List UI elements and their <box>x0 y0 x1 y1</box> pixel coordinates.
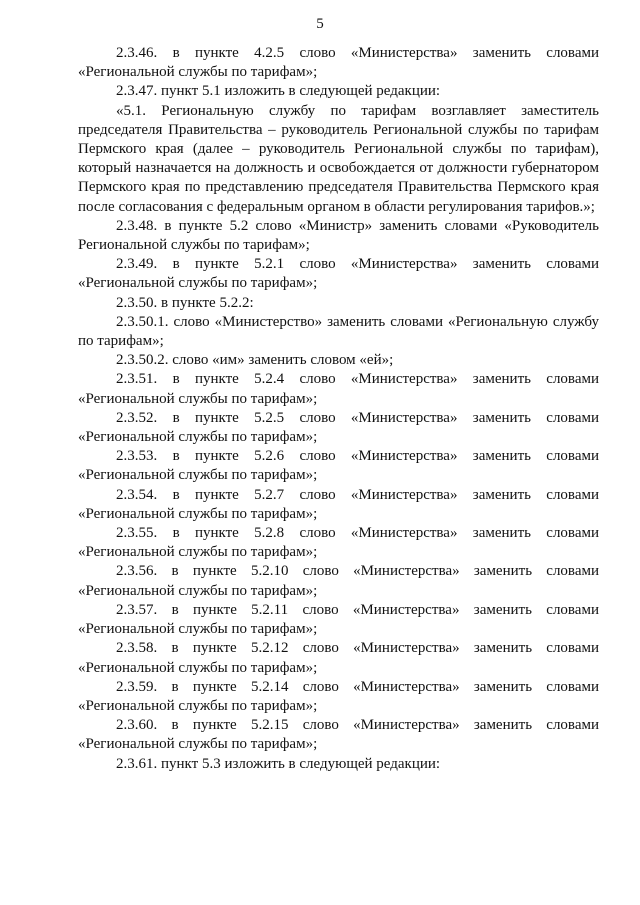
paragraph-2-3-54: 2.3.54. в пункте 5.2.7 слово «Министерства» заменить словами «Региональной службы по тарифам»; <box>78 486 599 522</box>
page-number: 5 <box>316 16 324 32</box>
paragraph-2-3-51: 2.3.51. в пункте 5.2.4 слово «Министерства» заменить словами «Региональной службы по тарифам»; <box>78 371 599 407</box>
paragraph-2-3-48: 2.3.48. в пункте 5.2 слово «Министр» заменить словами «Руководитель Региональной службы по тарифам»; <box>78 217 599 254</box>
document-body <box>78 44 599 774</box>
paragraph-2-3-49: 2.3.49. в пункте 5.2.1 слово «Министерства» заменить словами «Региональной службы по тарифам»; <box>78 256 599 292</box>
paragraph-2-3-56: 2.3.56. в пункте 5.2.10 слово «Министерства» заменить словами «Региональной службы по тарифам»; <box>78 563 599 599</box>
paragraph-2-3-46: 2.3.46. в пункте 4.2.5 слово «Министерства» заменить словами «Региональной службы по тарифам»; <box>78 45 599 81</box>
paragraph-2-3-50: 2.3.50. в пункте 5.2.2: <box>116 294 254 311</box>
paragraph-2-3-61: 2.3.61. пункт 5.3 изложить в следующей редакции: <box>116 755 441 772</box>
paragraph-2-3-50-2: 2.3.50.2. слово «им» заменить словом «ей»; <box>116 352 394 369</box>
paragraph-2-3-52: 2.3.52. в пункте 5.2.5 слово «Министерства» заменить словами «Региональной службы по тарифам»; <box>78 409 599 446</box>
paragraph-2-3-59: 2.3.59. в пункте 5.2.14 слово «Министерства» заменить словами «Региональной службы по тарифам»; <box>78 678 599 714</box>
paragraph-2-3-55: 2.3.55. в пункте 5.2.8 слово «Министерства» заменить словами «Региональной службы по тарифам»; <box>78 525 599 561</box>
paragraph-2-3-50-1: 2.3.50.1. слово «Министерство» заменить словами «Региональную службу по тарифам»; <box>78 313 599 350</box>
paragraph-2-3-53: 2.3.53. в пункте 5.2.6 слово «Министерства» заменить словами «Региональной службы по тарифам»; <box>78 448 599 484</box>
paragraph-2-3-47: 2.3.47. пункт 5.1 изложить в следующей редакции: <box>116 83 441 100</box>
paragraph-2-3-57: 2.3.57. в пункте 5.2.11 слово «Министерства» заменить словами «Региональной службы по тарифам»; <box>78 601 599 638</box>
paragraph-2-3-58: 2.3.58. в пункте 5.2.12 слово «Министерства» заменить словами «Региональной службы по тарифам»; <box>78 640 599 676</box>
paragraph-2-3-60: 2.3.60. в пункте 5.2.15 слово «Министерства» заменить словами «Региональной службы по тарифам»; <box>78 717 599 753</box>
paragraph-quote-5-1: «5.1. Региональную службу по тарифам возглавляет заместитель председателя Правительства – руководитель Региональной службы по тарифам Пермского края (далее – руководитель Региональной службы по тарифам), который назначается на должность и освобождается от должности губернатором Пермского края по представлению председателя Правительства Пермского края после согласования с федеральным органом в области регулирования тарифов.»; <box>78 102 599 215</box>
